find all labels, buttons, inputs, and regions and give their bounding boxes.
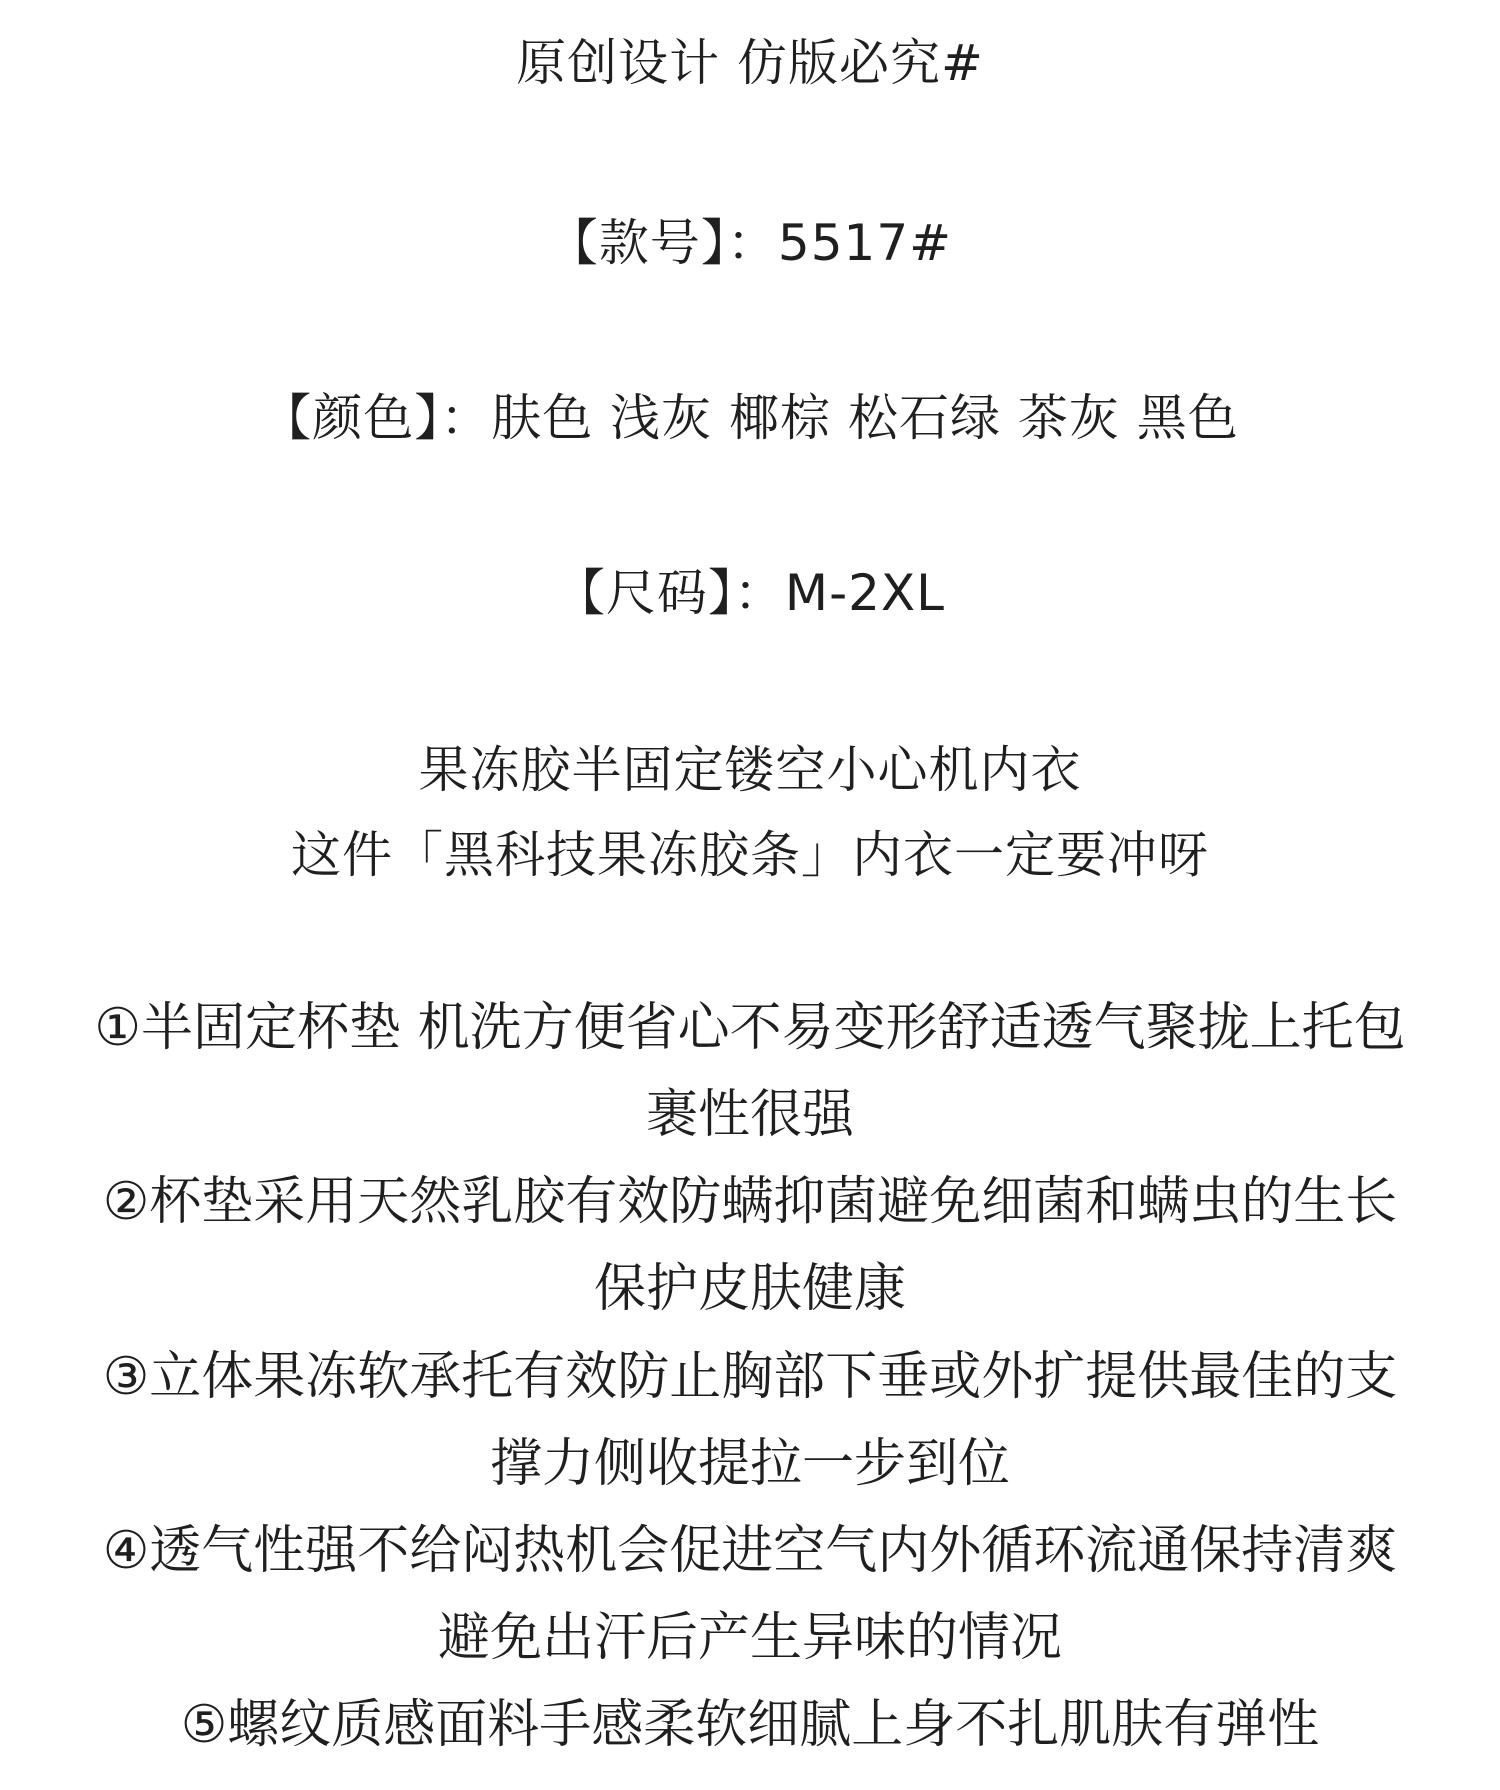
feature-1-line-1: ①半固定杯垫 机洗方便省心不易变形舒适透气聚拢上托包 bbox=[94, 998, 1406, 1058]
feature-2-line-1: ②杯垫采用天然乳胶有效防螨抑菌避免细菌和螨虫的生长 bbox=[102, 1172, 1398, 1232]
feature-3-line-2: 撑力侧收提拉一步到位 bbox=[489, 1434, 1010, 1494]
feature-5-line-1: ⑤螺纹质感面料手感柔软细腻上身不扎肌肤有弹性 bbox=[180, 1695, 1320, 1755]
feature-3-line-1: ③立体果冻软承托有效防止胸部下垂或外扩提供最佳的支 bbox=[102, 1347, 1398, 1407]
feature-2-line-2: 保护皮肤健康 bbox=[593, 1259, 906, 1319]
color-options: 【颜色】：肤色 浅灰 椰棕 松石绿 茶灰 黑色 bbox=[261, 389, 1239, 447]
feature-1-line-2: 裹性很强 bbox=[645, 1085, 854, 1145]
size-range: 【尺码】：M-2XL bbox=[554, 564, 946, 622]
feature-4-line-2: 避免出汗后产生异味的情况 bbox=[437, 1608, 1062, 1668]
intro-subheadline: 这件「黑科技果冻胶条」内衣一定要冲呀 bbox=[291, 826, 1209, 884]
style-number: 【款号】：5517# bbox=[547, 214, 953, 272]
copyright-notice: 原创设计 仿版必究# bbox=[516, 34, 984, 92]
intro-headline: 果冻胶半固定镂空小心机内衣 bbox=[418, 741, 1082, 799]
feature-4-line-1: ④透气性强不给闷热机会促进空气内外循环流通保持清爽 bbox=[102, 1521, 1398, 1581]
